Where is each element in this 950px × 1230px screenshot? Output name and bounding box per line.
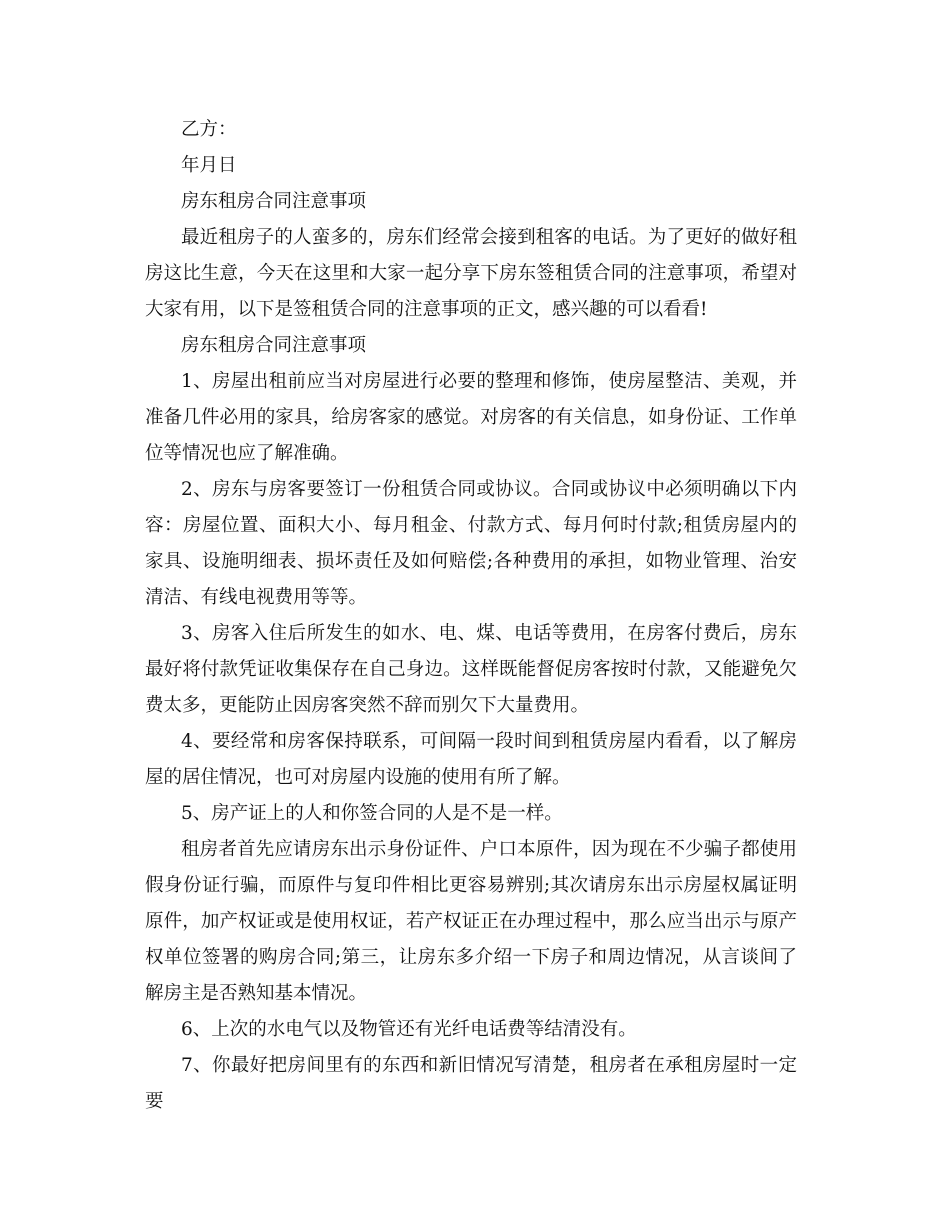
- item-3-paragraph: 3、房客入住后所发生的如水、电、煤、电话等费用，在房客付费后，房东最好将付款凭证收集保存在自己身边。这样既能督促房客按时付款，又能避免欠费太多，更能防止因房客突然不辞而别欠下大量费用。: [145, 623, 797, 716]
- item-5-paragraph: 5、房产证上的人和你签合同的人是不是一样。: [181, 803, 563, 824]
- intro-paragraph: 最近租房子的人蛮多的，房东们经常会接到租客的电话。为了更好的做好租房这比生意，今天在这里和大家一起分享下房东签租赁合同的注意事项，希望对大家有用，以下是签租赁合同的注意事项的正文，感兴趣的可以看看!: [145, 227, 797, 320]
- item-6-paragraph: 6、上次的水电气以及物管还有光纤电话费等结清没有。: [181, 1019, 637, 1040]
- date-line: 年月日: [181, 155, 237, 176]
- item-1-paragraph: 1、房屋出租前应当对房屋进行必要的整理和修饰，使房屋整洁、美观，并准备几件必用的家具，给房客家的感觉。对房客的有关信息，如身份证、工作单位等情况也应了解准确。: [145, 371, 797, 464]
- section-heading-repeat: 房东租房合同注意事项: [181, 335, 367, 356]
- item-2-paragraph: 2、房东与房客要签订一份租赁合同或协议。合同或协议中必须明确以下内容：房屋位置、面积大小、每月租金、付款方式、每月何时付款;租赁房屋内的家具、设施明细表、损坏责任及如何赔偿;各种费用的承担，如物业管理、治安清洁、有线电视费用等等。: [145, 479, 797, 608]
- party-b-label: 乙方：: [181, 119, 237, 140]
- item-7-paragraph: 7、你最好把房间里有的东西和新旧情况写清楚，租房者在承租房屋时一定要: [145, 1055, 797, 1112]
- document-body: [145, 112, 797, 1120]
- item-5-detail-paragraph: 租房者首先应请房东出示身份证件、户口本原件，因为现在不少骗子都使用假身份证行骗，而原件与复印件相比更容易辨别;其次请房东出示房屋权属证明原件，加产权证或是使用权证，若产权证正在办理过程中，那么应当出示与原产权单位签署的购房合同;第三，让房东多介绍一下房子和周边情况，从言谈间了解房主是否熟知基本情况。: [145, 839, 797, 1004]
- item-4-paragraph: 4、要经常和房客保持联系，可间隔一段时间到租赁房屋内看看，以了解房屋的居住情况，也可对房屋内设施的使用有所了解。: [145, 731, 797, 788]
- section-heading: 房东租房合同注意事项: [181, 191, 367, 212]
